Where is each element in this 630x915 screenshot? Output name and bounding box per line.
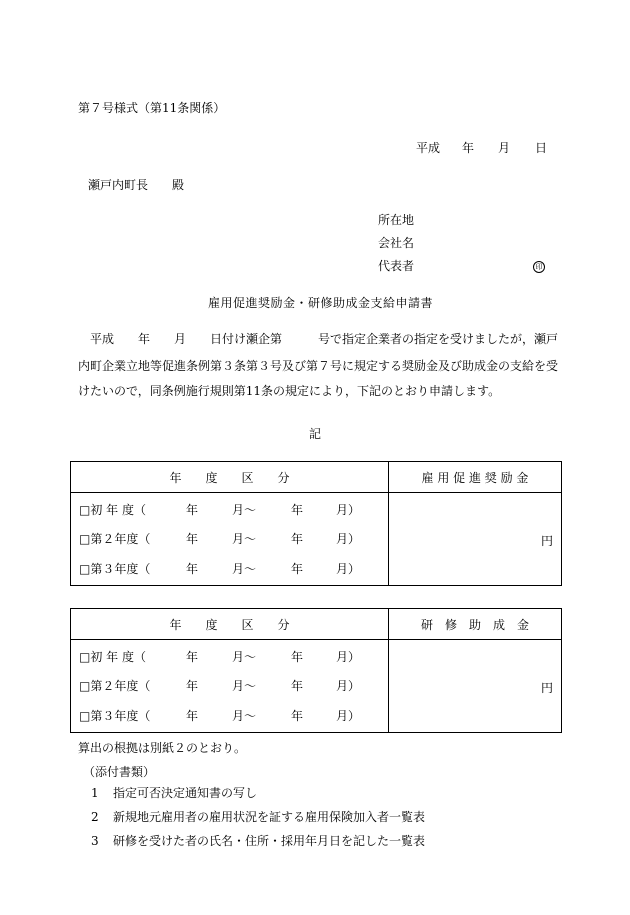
year-unit: 年 [291,562,304,576]
attachment-number: 2 [91,810,99,824]
list-item [91,810,425,824]
calculation-basis-note: 算出の根拠は別紙２のとおり。 [78,741,247,755]
ki-mark: 記 [309,427,322,441]
applicant-company-label: 会社名 [378,236,415,250]
yen-unit: 円 [540,681,553,695]
year-unit: 年 [291,650,304,664]
period-label: □初 年 度（ [79,650,146,664]
year-unit: 年 [186,562,199,576]
list-item [91,834,425,848]
date-era: 平成 [416,141,441,155]
attachment-text: 研修を受けた者の氏名・住所・採用年月日を記した一覧表 [113,834,426,848]
year-unit: 年 [291,679,304,693]
period-label: □初 年 度（ [79,503,146,517]
month-unit: 月） [336,679,361,693]
year-unit: 年 [186,503,199,517]
amount-cell[interactable] [389,493,562,586]
period-cell [71,640,389,733]
period-label: □第３年度（ [79,562,151,576]
amount-cell[interactable] [389,640,562,733]
attachment-number: 1 [91,786,99,800]
period-label: □第３年度（ [79,709,151,723]
honorific: 殿 [172,178,185,192]
year-unit: 年 [291,532,304,546]
attachment-number: 3 [91,834,99,848]
body-line: 平成 年 月 日付け瀬企第 号で指定企業者の指定を受けましたが，瀬戸 [78,332,559,346]
month-unit: 月） [336,532,361,546]
period-header: 年 度 区 分 [71,609,389,640]
addressee: 瀬戸内町長 [88,178,149,192]
yen-unit: 円 [540,534,553,548]
body-line: けたいので，同条例施行規則第11条の規定により，下記のとおり申請します。 [78,384,501,398]
month-unit: 月〜 [232,532,257,546]
year-unit: 年 [186,709,199,723]
month-unit: 月） [336,562,361,576]
year-unit: 年 [291,709,304,723]
applicant-address-label: 所在地 [378,213,415,227]
attachment-text: 指定可否決定通知書の写し [113,786,258,800]
applicant-representative-label: 代表者 [378,259,415,273]
month-unit: 月） [336,650,361,664]
employment-incentive-table [70,461,562,586]
seal-icon: 印 [533,261,545,273]
period-label: □第２年度（ [79,679,151,693]
list-item [91,786,257,800]
date-month-unit: 月 [498,141,511,155]
document-title: 雇用促進奨励金・研修助成金支給申請書 [208,296,434,310]
month-unit: 月） [336,709,361,723]
month-unit: 月） [336,503,361,517]
training-subsidy-table [70,608,562,733]
attachment-text: 新規地元雇用者の雇用状況を証する雇用保険加入者一覧表 [113,810,426,824]
period-cell [71,493,389,586]
amount-header: 研 修 助 成 金 [389,609,562,640]
period-label: □第２年度（ [79,532,151,546]
month-unit: 月〜 [232,562,257,576]
year-unit: 年 [186,679,199,693]
month-unit: 月〜 [232,650,257,664]
date-day-unit: 日 [535,141,548,155]
year-unit: 年 [291,503,304,517]
attachments-header: （添付書類） [83,765,156,779]
year-unit: 年 [186,532,199,546]
date-year-unit: 年 [462,141,475,155]
period-header: 年 度 区 分 [71,462,389,493]
body-line: 内町企業立地等促進条例第３条第３号及び第７号に規定する奨励金及び助成金の支給を受 [78,359,559,373]
month-unit: 月〜 [232,503,257,517]
month-unit: 月〜 [232,679,257,693]
amount-header: 雇 用 促 進 奨 励 金 [389,462,562,493]
form-number: 第７号様式（第11条関係） [78,101,226,115]
year-unit: 年 [186,650,199,664]
month-unit: 月〜 [232,709,257,723]
